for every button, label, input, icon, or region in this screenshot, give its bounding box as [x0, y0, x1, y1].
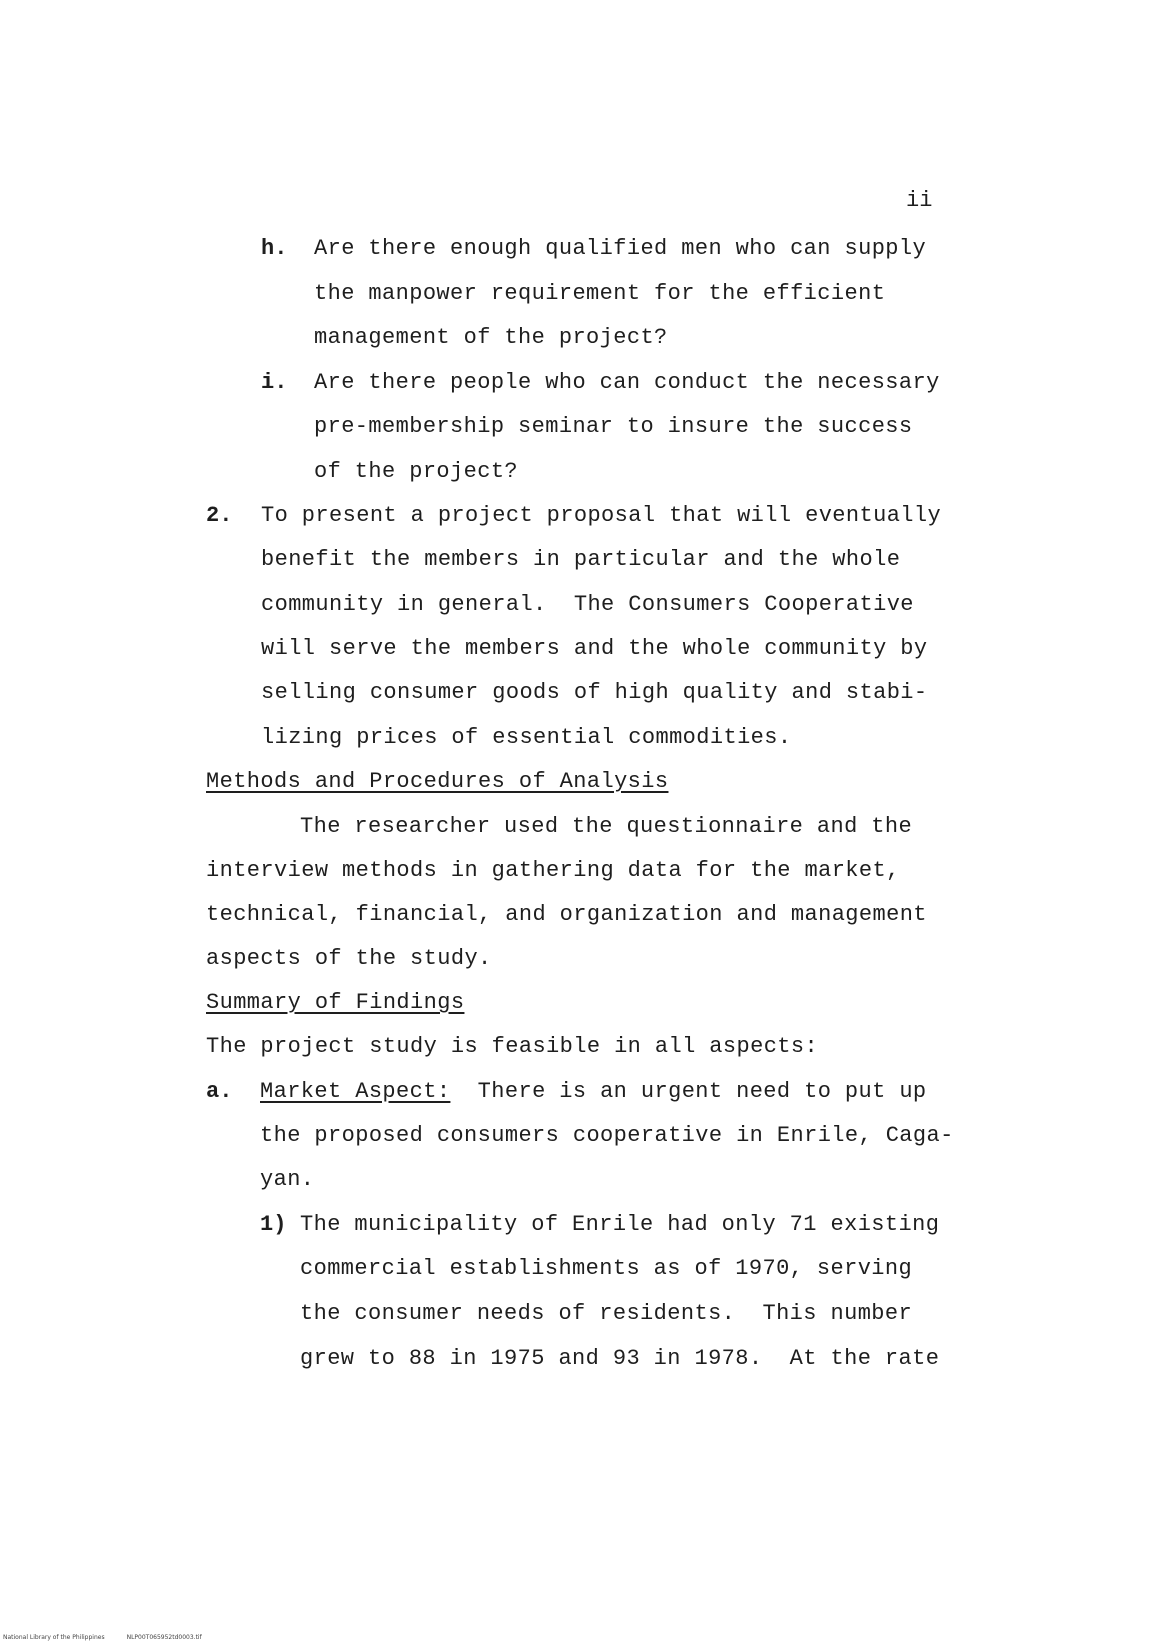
footer-source: National Library of the Philippines [3, 1634, 105, 1641]
item-a-marker: a. [206, 1079, 233, 1104]
item-a-line-1-rest: There is an urgent need to put up [477, 1079, 927, 1104]
item-i-line-1: Are there people who can conduct the necessary [314, 370, 940, 395]
item-h-line-3: management of the project? [314, 325, 668, 350]
market-aspect-label: Market Aspect: [260, 1079, 451, 1104]
item-h-marker: h. [261, 236, 288, 261]
footer-file: NLP00T065952td0003.tif [126, 1634, 202, 1641]
item-i-marker: i. [261, 370, 288, 395]
item-2-line-2: benefit the members in particular and the whole [261, 547, 901, 572]
item-1-line-2: commercial establishments as of 1970, serving [300, 1256, 913, 1281]
summary-heading: Summary of Findings [206, 990, 465, 1015]
item-2-line-6: lizing prices of essential commodities. [261, 725, 792, 750]
item-h-line-1: Are there enough qualified men who can supply [314, 236, 927, 261]
item-2-marker: 2. [206, 503, 233, 528]
item-a-line-3: yan. [260, 1167, 315, 1192]
item-a-line-1 [260, 1079, 927, 1105]
methods-heading: Methods and Procedures of Analysis [206, 769, 669, 794]
item-i-line-3: of the project? [314, 459, 519, 484]
item-1-line-1: The municipality of Enrile had only 71 existing [300, 1212, 940, 1237]
item-1-marker: 1) [260, 1212, 287, 1237]
summary-intro: The project study is feasible in all aspects: [206, 1034, 819, 1059]
item-1-line-3: the consumer needs of residents. This number [300, 1301, 913, 1326]
item-h-line-2: the manpower requirement for the efficient [314, 281, 886, 306]
scan-footer [3, 1634, 224, 1642]
item-i-line-2: pre-membership seminar to insure the success [314, 414, 913, 439]
item-2-line-3: community in general. The Consumers Cooperative [261, 592, 914, 617]
item-2-line-1: To present a project proposal that will eventually [261, 503, 942, 528]
methods-line-3: technical, financial, and organization and management [206, 902, 927, 927]
item-1-line-4: grew to 88 in 1975 and 93 in 1978. At the rate [300, 1346, 940, 1371]
item-2-line-5: selling consumer goods of high quality and stabi- [261, 680, 928, 705]
methods-line-1: The researcher used the questionnaire and the [300, 814, 913, 839]
item-a-line-2: the proposed consumers cooperative in Enrile, Caga- [260, 1123, 954, 1148]
item-2-line-4: will serve the members and the whole community by [261, 636, 928, 661]
methods-line-2: interview methods in gathering data for the market, [206, 858, 900, 883]
methods-line-4: aspects of the study. [206, 946, 492, 971]
page-number: ii [906, 188, 933, 213]
